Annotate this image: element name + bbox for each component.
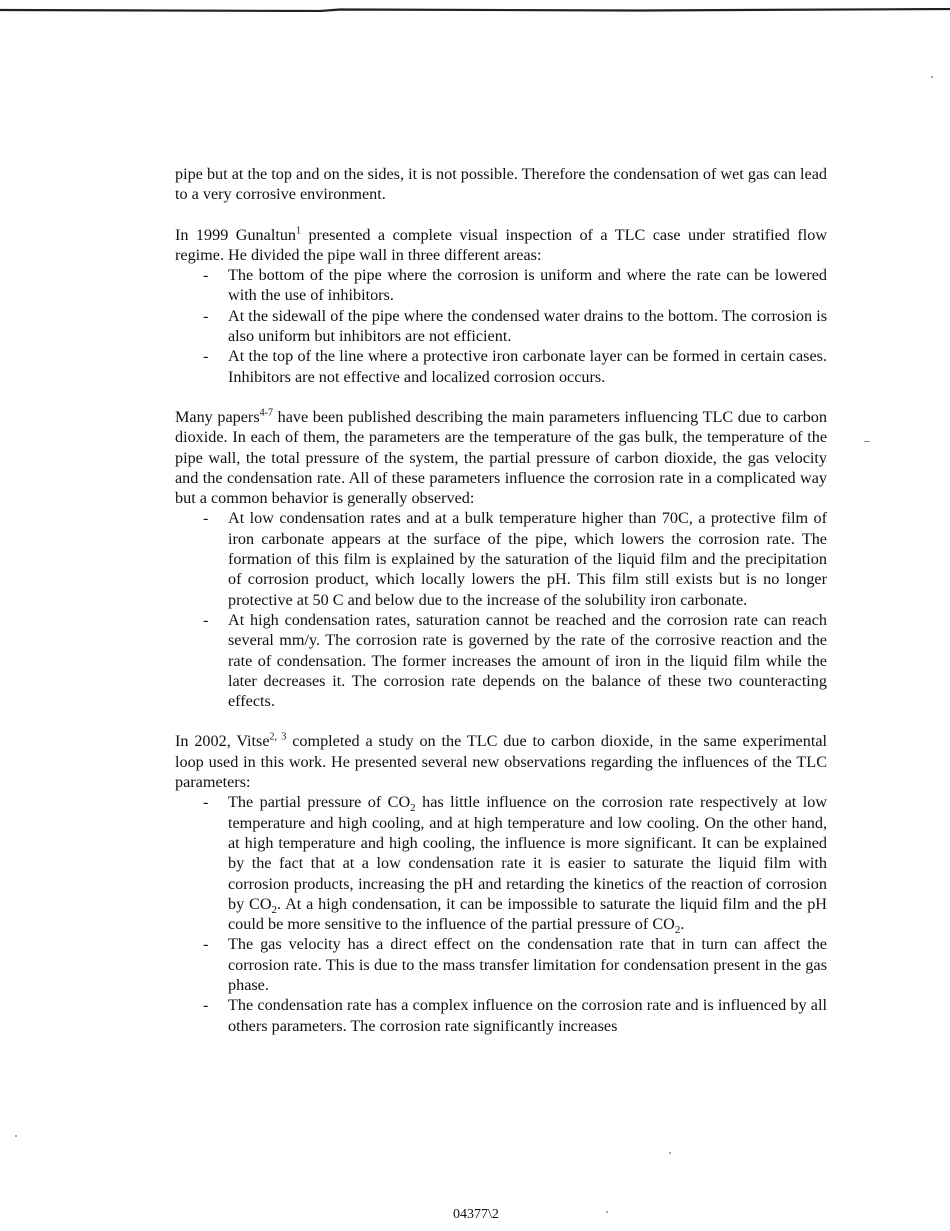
list-item: - The gas velocity has a direct effect on the condensation rate that in turn can affect the corrosion rate. This is due to the mass transfer limitation for condensation present in the gas phase.	[203, 935, 827, 994]
list-item: - At the sidewall of the pipe where the condensed water drains to the bottom. The corrosion is also uniform but inhibitors are not efficient.	[203, 306, 827, 346]
tlc-parameters-list	[175, 792, 827, 1036]
paragraph-gunaltun: In 1999 Gunaltun$^1$ presented a complete visual inspection of a TLC case under stratified flow regime. He divided the pipe wall in three different areas:	[175, 225, 828, 264]
list-item: - At low condensation rates and at a bulk temperature higher than 70C, a protective film of iron carbonate appears at the surface of the pipe, which lowers the corrosion rate. The formation of this film is explained by the saturation of the liquid film and the precipitation of corrosion product, which locally lowers the pH. This film still exists but is no longer protective at 50 C and below due to the increase of the solubility iron carbonate.	[203, 509, 827, 609]
paragraph-vitse: In 2002, Vitse$^{2, 3}$ completed a study on the TLC due to carbon dioxide, in the same experimental loop used in this work. He presented several new observations regarding the influences of the TLC parameters:	[175, 732, 828, 792]
scan-speck	[931, 76, 933, 78]
scan-speck	[669, 1152, 671, 1154]
paragraph-many-papers: Many papers$^{4-7}$ have been published describing the main parameters influencing TLC due to carbon dioxide. In each of them, the parameters are the temperature of the gas bulk, the temperature of the pipe wall, the total pressure of the system, the partial pressure of carbon dioxide, the gas velocity and the condensation rate. All of these parameters influence the corrosion rate in a complicated way but a common behavior is generally observed:	[175, 407, 827, 508]
list-item: - At high condensation rates, saturation cannot be reached and the corrosion rate can reach several mm/y. The corrosion rate is governed by the rate of the corrosive reaction and the rate of condensation. The former increases the amount of iron in the liquid film while the later decreases it. The corrosion rate depends on the balance of these two counteracting effects.	[203, 610, 827, 711]
list-item: - At the top of the line where a protective iron carbonate layer can be formed in certain cases. Inhibitors are not effective and localized corrosion occurs.	[203, 347, 827, 386]
scan-top-rule	[0, 8, 950, 12]
paragraph-intro-continuation: pipe but at the top and on the sides, it is not possible. Therefore the condensation of wet gas can lead to a very corrosive environment.	[175, 165, 827, 204]
scan-speck	[15, 1135, 17, 1137]
document-body	[175, 164, 827, 1056]
citation-1: 1	[296, 225, 302, 237]
list-item: - The condensation rate has a complex influence on the corrosion rate and is influenced by all others parameters. The corrosion rate significantly increases	[203, 996, 827, 1035]
citation-4-7: 4-7	[259, 407, 273, 419]
page-number: 04377\2	[453, 1207, 499, 1222]
list-item: - The partial pressure of $CO_2$ has little influence on the corrosion rate respectively at low temperature and high cooling, and at high temperature and low cooling. On the other hand, at high temperature and high cooling, the influence is more significant. It can be explained by the fact that at a low condensation rate it is easier to saturate the liquid film with corrosion products, increasing the pH and retarding the kinetics of the reaction of corrosion by $CO_2$. At a high condensation, it can be impossible to saturate the liquid film and the pH could be more sensitive to the influence of the partial pressure of $CO_2$.	[203, 793, 828, 937]
citation-2-3: 2, 3	[269, 732, 287, 744]
scan-speck	[606, 1211, 608, 1213]
list-item: - The bottom of the pipe where the corrosion is uniform and where the rate can be lowered with the use of inhibitors.	[203, 266, 827, 305]
common-behavior-list	[175, 508, 827, 711]
pipe-areas-list	[175, 265, 827, 387]
scan-speck	[864, 441, 870, 442]
